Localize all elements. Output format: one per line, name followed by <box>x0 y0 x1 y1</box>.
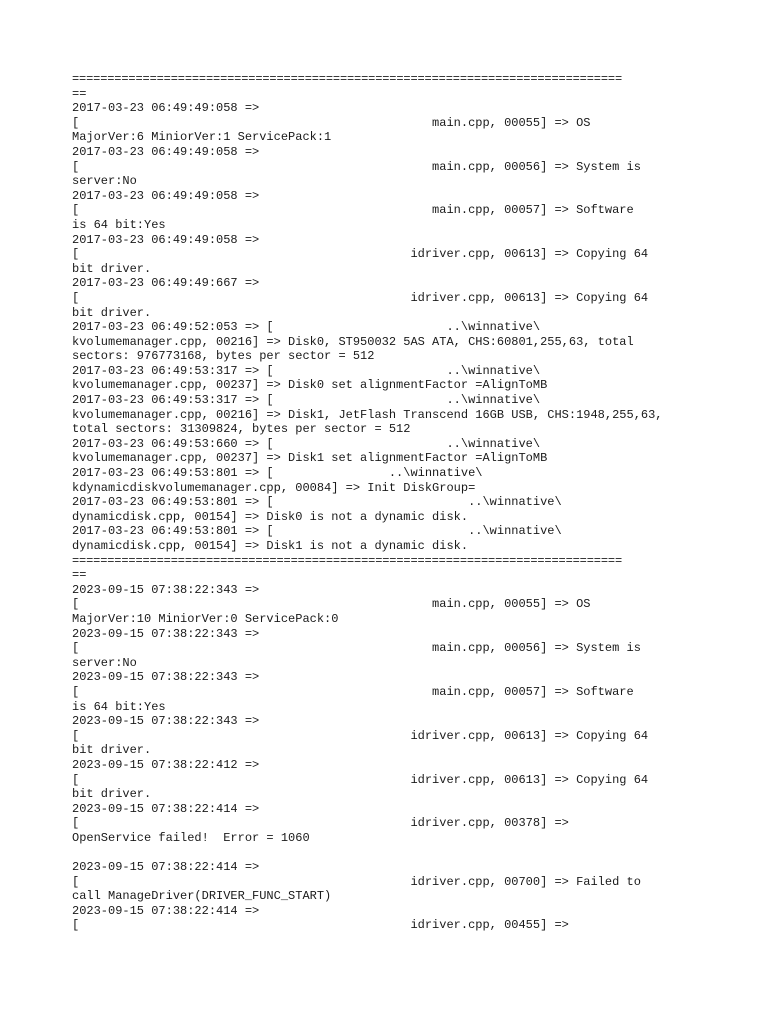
log-line: 2017-03-23 06:49:53:660 => [ ..\winnative\ <box>72 436 541 451</box>
separator-line: == <box>72 568 87 583</box>
separator-line: ============================================================================== <box>72 553 622 568</box>
log-line: [ idriver.cpp, 00613] => Copying 64 <box>72 290 649 305</box>
log-line: [ main.cpp, 00056] => System is <box>72 159 641 174</box>
log-line: 2017-03-23 06:49:53:317 => [ ..\winnative\ <box>72 363 541 378</box>
log-line: MajorVer:10 MiniorVer:0 ServicePack:0 <box>72 611 339 626</box>
log-line: [ main.cpp, 00056] => System is <box>72 641 641 656</box>
log-line: dynamicdisk.cpp, 00154] => Disk1 is not a dynamic disk. <box>72 539 469 553</box>
separator-line: ============================================================================== <box>72 72 622 86</box>
log-line: 2017-03-23 06:49:49:667 => <box>72 276 260 291</box>
log-line: call ManageDriver(DRIVER_FUNC_START) <box>72 889 332 904</box>
log-line: kvolumemanager.cpp, 00237] => Disk0 set alignmentFactor =AlignToMB <box>72 378 548 393</box>
log-line: [ idriver.cpp, 00613] => Copying 64 <box>72 728 649 743</box>
log-line: bit driver. <box>72 743 152 758</box>
log-line <box>72 845 698 860</box>
log-line: [ main.cpp, 00055] => OS <box>72 115 591 130</box>
log-line: 2023-09-15 07:38:22:414 => <box>72 903 260 918</box>
log-line: 2017-03-23 06:49:49:058 => <box>72 101 260 116</box>
log-line: bit driver. <box>72 305 152 320</box>
log-line: OpenService failed! Error = 1060 <box>72 830 310 845</box>
log-line: 2017-03-23 06:49:53:801 => [ ..\winnative\ <box>72 524 562 539</box>
separator-line: == <box>72 86 87 101</box>
log-line: [ idriver.cpp, 00613] => Copying 64 <box>72 247 649 262</box>
log-line: dynamicdisk.cpp, 00154] => Disk0 is not a dynamic disk. <box>72 509 469 524</box>
log-line: [ main.cpp, 00055] => OS <box>72 597 591 612</box>
log-line: 2023-09-15 07:38:22:414 => <box>72 801 260 816</box>
log-line: 2023-09-15 07:38:22:414 => <box>72 860 260 875</box>
log-line: 2023-09-15 07:38:22:412 => <box>72 757 260 772</box>
log-line: kvolumemanager.cpp, 00216] => Disk0, ST950032 5AS ATA, CHS:60801,255,63, total <box>72 334 634 349</box>
log-line: sectors: 976773168, bytes per sector = 512 <box>72 349 375 364</box>
log-line: [ idriver.cpp, 00700] => Failed to <box>72 874 641 889</box>
log-line: server:No <box>72 174 137 189</box>
log-document <box>72 72 698 933</box>
log-line: is 64 bit:Yes <box>72 699 166 714</box>
log-line: [ main.cpp, 00057] => Software <box>72 684 634 699</box>
log-line: bit driver. <box>72 261 152 276</box>
log-line: kvolumemanager.cpp, 00216] => Disk1, JetFlash Transcend 16GB USB, CHS:1948,255,63, <box>72 407 663 422</box>
log-line: kvolumemanager.cpp, 00237] => Disk1 set alignmentFactor =AlignToMB <box>72 451 548 466</box>
log-line: 2023-09-15 07:38:22:343 => <box>72 626 260 641</box>
log-line: 2017-03-23 06:49:49:058 => <box>72 144 260 159</box>
log-line: [ idriver.cpp, 00455] => <box>72 918 569 933</box>
log-line: 2017-03-23 06:49:53:317 => [ ..\winnative\ <box>72 393 541 408</box>
log-line: MajorVer:6 MiniorVer:1 ServicePack:1 <box>72 130 332 145</box>
log-line: is 64 bit:Yes <box>72 217 166 232</box>
log-line: server:No <box>72 655 137 670</box>
log-line: 2023-09-15 07:38:22:343 => <box>72 670 260 685</box>
log-line: [ idriver.cpp, 00378] => <box>72 816 569 831</box>
log-line: bit driver. <box>72 787 152 802</box>
log-line: total sectors: 31309824, bytes per sector = 512 <box>72 422 411 437</box>
log-line: 2017-03-23 06:49:53:801 => [ ..\winnative\ <box>72 495 562 510</box>
log-line: 2017-03-23 06:49:49:058 => <box>72 188 260 203</box>
log-line: kdynamicdiskvolumemanager.cpp, 00084] => Init DiskGroup= <box>72 480 476 495</box>
log-line: 2017-03-23 06:49:52:053 => [ ..\winnative\ <box>72 320 541 335</box>
log-line: 2023-09-15 07:38:22:343 => <box>72 582 260 597</box>
log-line: 2023-09-15 07:38:22:343 => <box>72 714 260 729</box>
log-line: 2017-03-23 06:49:53:801 => [ ..\winnative\ <box>72 466 483 481</box>
log-line: 2017-03-23 06:49:49:058 => <box>72 232 260 247</box>
log-line: [ main.cpp, 00057] => Software <box>72 203 634 218</box>
log-line: [ idriver.cpp, 00613] => Copying 64 <box>72 772 649 787</box>
